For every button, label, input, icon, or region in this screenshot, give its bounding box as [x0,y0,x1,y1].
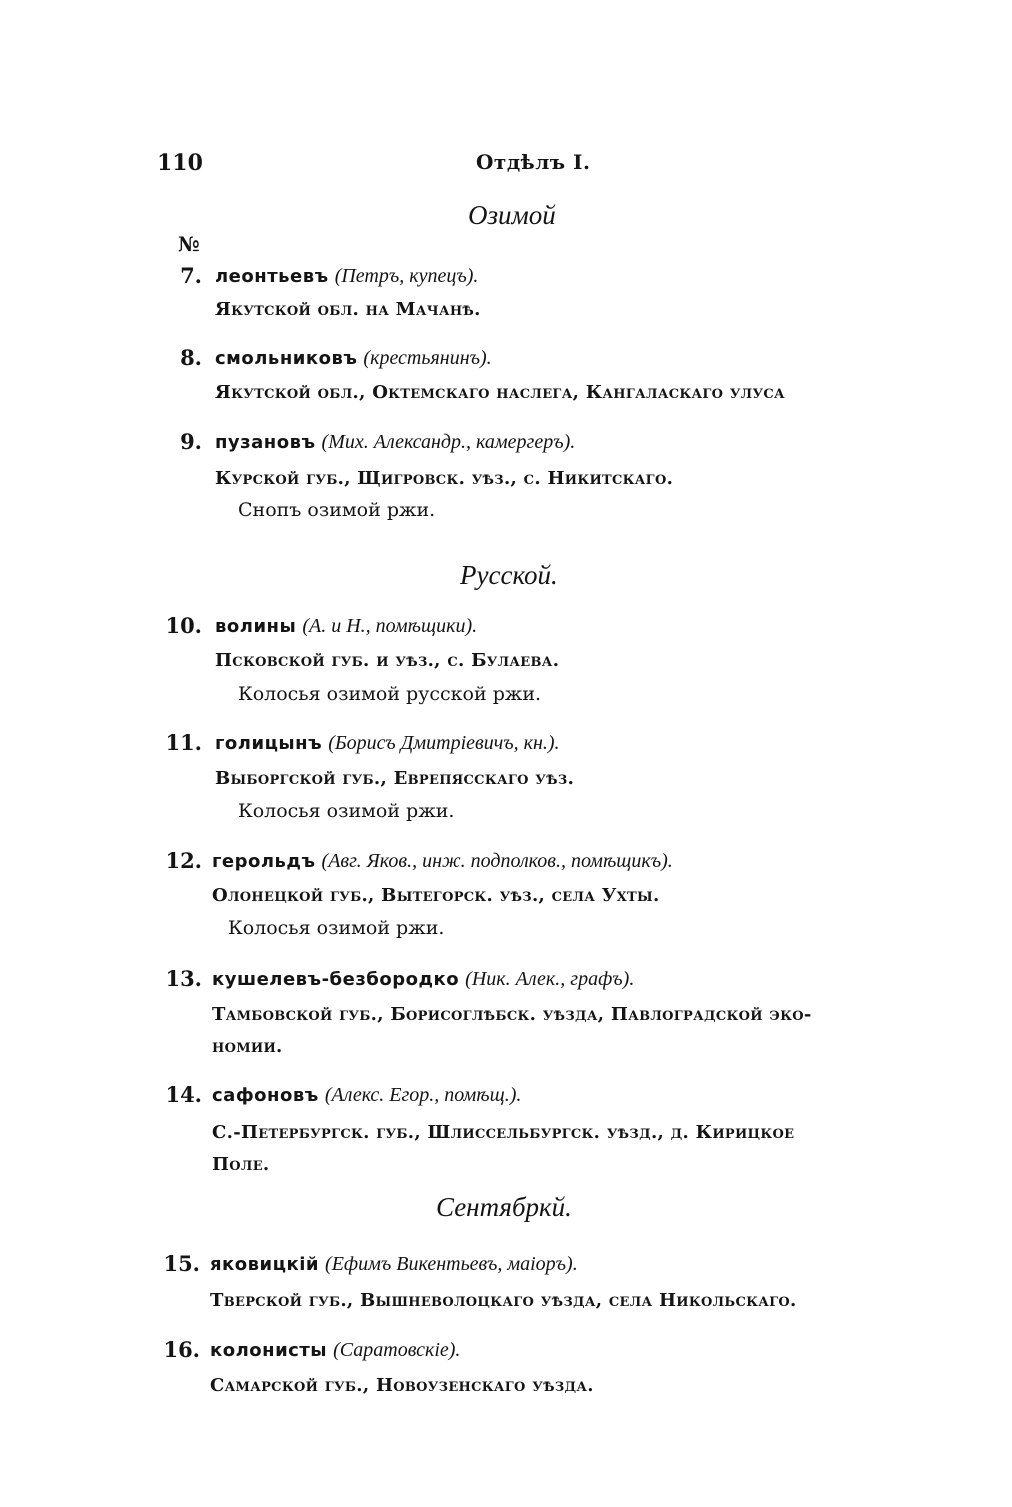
entry-number: 13. [165,966,202,991]
entry-note: Колосья озимой ржи. [228,917,445,939]
entry-place-continued: номии. [212,1036,283,1057]
entry-place: Тамбовской губ., Борисоглѣбск. уѣзда, Павлоградской эко- [212,1004,812,1025]
entry-note: Колосья озимой русской ржи. [238,683,542,705]
entry-number: 12. [165,848,202,873]
entry-details: (Мих. Александр., камергеръ). [321,431,576,453]
entry-details: (Борисъ Дмитріевичъ, кн.). [328,732,560,754]
entry-place: Псковской губ. и уѣз., с. Булаева. [215,650,560,671]
entry-number: 10. [165,613,202,638]
entry-details: (Петръ, купецъ). [334,265,479,287]
entry-place: С.-Петербургск. губ., Шлиссельбургск. уѣзд., д. Кирицкое [212,1122,795,1143]
entry-name: герольдъ [212,851,316,872]
entry-number: 16. [163,1337,200,1362]
entry-details: (Саратовскіе). [333,1339,461,1361]
entry-number: 8. [180,345,202,370]
entry-note: Снопъ озимой ржи. [238,499,436,521]
section-title-russkoy: Русской. [460,560,558,590]
entry-place: Якутской обл., Октемскаго наслега, Кангаласкаго улуса [215,382,785,403]
entry-name: голицынъ [215,733,323,754]
entry-name: пузановъ [215,432,316,453]
entry-name: яковицкій [210,1254,319,1275]
entry-place-continued: Поле. [212,1154,270,1175]
entry-number: 7. [180,263,202,288]
numero-sign: № [178,232,200,256]
entry-details: (Алекс. Егор., помѣщ.). [324,1084,522,1106]
entry-details: (Ефимъ Викентьевъ, маіоръ). [325,1253,578,1275]
section-title-ozimoy: Озимой [468,200,556,230]
entry-name: кушелевъ-безбородко [212,969,460,990]
running-head: Отдѣлъ I. [476,150,591,174]
entry-number: 15. [163,1251,200,1276]
entry-place: Олонецкой губ., Вытегорск. уѣз., села Ухты. [212,885,660,906]
section-title-sentyabrky: Сентябркй. [436,1192,572,1222]
entry-name: сафоновъ [212,1085,319,1106]
entry-name: колонисты [210,1340,328,1361]
entry-details: (Ник. Алек., графъ). [465,968,635,990]
entry-name: смольниковъ [215,348,358,369]
entry-number: 9. [180,429,202,454]
entry-place: Якутской обл. на Мачанѣ. [215,299,481,320]
entry-details: (крестьянинъ). [363,347,492,369]
entry-details: (Авг. Яков., инж. подполков., помѣщикъ). [321,850,673,872]
entry-note: Колосья озимой ржи. [238,800,455,822]
entry-place: Выборгской губ., Еврепясскаго уѣз. [215,768,575,789]
entry-name: леонтьевъ [215,266,329,287]
entry-name: волины [215,616,297,637]
entry-place: Курской губ., Щигровск. уѣз., с. Никитскаго. [215,468,674,489]
entry-details: (А. и Н., помѣщики). [302,615,478,637]
entry-place: Тверской губ., Вышневолоцкаго уѣзда, села Никольскаго. [210,1290,797,1311]
entry-number: 14. [165,1082,202,1107]
entry-place: Самарской губ., Новоузенскаго уѣзда. [210,1375,594,1396]
page-number: 110 [157,150,203,176]
entry-number: 11. [165,730,202,755]
